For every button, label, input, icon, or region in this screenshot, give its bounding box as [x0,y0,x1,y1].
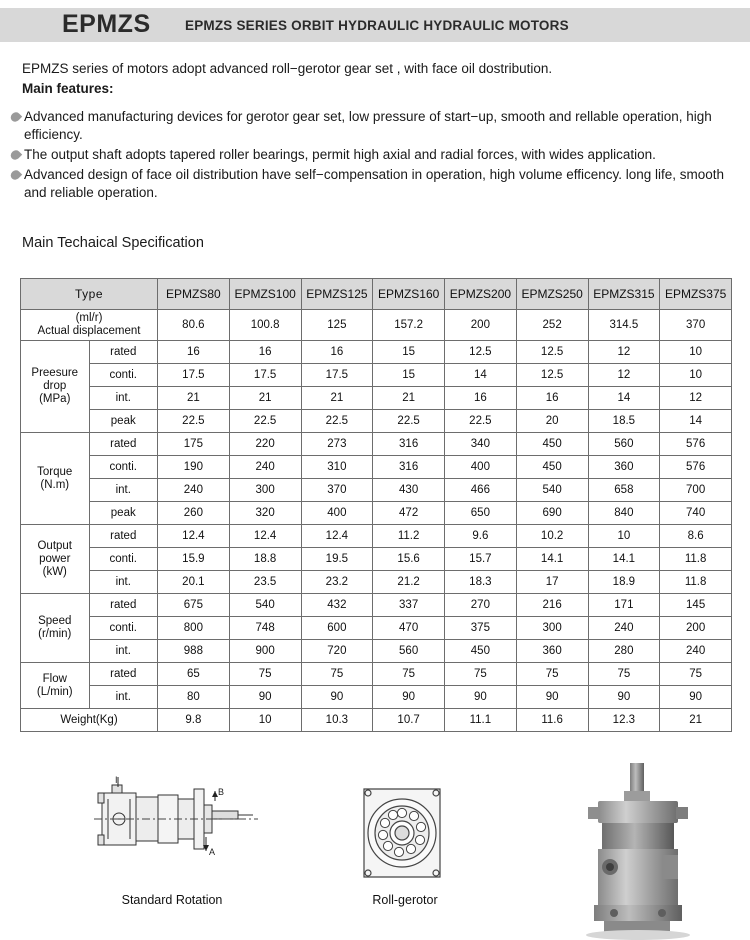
cell: 12.5 [445,341,517,364]
group-line: (N.m) [40,478,70,491]
cell: 90 [445,686,517,709]
cell: 23.5 [229,571,301,594]
row-label: int. [89,387,158,410]
group-label-speed [21,594,90,663]
group-line: drop [43,380,67,392]
cell: 20 [516,410,588,433]
cell: 90 [229,686,301,709]
cell: 14 [445,364,517,387]
cell: 280 [588,640,660,663]
cell: 337 [373,594,445,617]
cell: 12.5 [516,341,588,364]
intro-text [22,60,732,98]
cell: 16 [301,341,373,364]
cell: 700 [660,479,732,502]
intro-line-2: Main features: [22,81,114,96]
table-row [21,709,732,732]
cell: 75 [588,663,660,686]
cell: 12.4 [158,525,230,548]
cell: 17.5 [229,364,301,387]
table-row [21,548,732,571]
cell: 240 [588,617,660,640]
table-row [21,663,732,686]
table-row [21,387,732,410]
column-header: EPMZS375 [660,279,732,310]
cell: 15.6 [373,548,445,571]
cell: 720 [301,640,373,663]
diamond-bullet-icon [9,168,22,181]
table-row [21,571,732,594]
cell: 21.2 [373,571,445,594]
cell: 252 [516,310,588,341]
row-label: conti. [89,364,158,387]
page-title: EPMZS [62,10,151,38]
row-label: conti. [89,617,158,640]
row-label-displacement [21,310,158,341]
cell: 100.8 [229,310,301,341]
cell: 12 [588,341,660,364]
cell: 157.2 [373,310,445,341]
cell: 9.6 [445,525,517,548]
row-label: peak [89,410,158,433]
cell: 12 [588,364,660,387]
table-row [21,502,732,525]
cell: 10 [229,709,301,732]
cell: 125 [301,310,373,341]
cell: 450 [516,456,588,479]
cell: 310 [301,456,373,479]
cell: 80 [158,686,230,709]
cell: 240 [158,479,230,502]
cell: 75 [445,663,517,686]
cell: 560 [373,640,445,663]
cell: 21 [660,709,732,732]
cell: 430 [373,479,445,502]
list-item [10,166,740,202]
cell: 19.5 [301,548,373,571]
cell: 12.5 [516,364,588,387]
cell: 270 [445,594,517,617]
cell: 360 [588,456,660,479]
cell: 15 [373,341,445,364]
cell: 375 [445,617,517,640]
cell: 11.8 [660,548,732,571]
cell: 17.5 [301,364,373,387]
cell: 658 [588,479,660,502]
cell: 15.9 [158,548,230,571]
cell: 240 [229,456,301,479]
cell: 12.4 [301,525,373,548]
cell: 748 [229,617,301,640]
cell: 316 [373,456,445,479]
cell: 10.3 [301,709,373,732]
svg-text:B: B [218,787,225,797]
cell: 466 [445,479,517,502]
cell: 14.1 [516,548,588,571]
cell: 220 [229,433,301,456]
group-line: Flow [42,672,67,685]
figure-area [0,755,750,940]
cell: 21 [158,387,230,410]
group-label-pressure-drop [21,341,90,433]
cell: 10.7 [373,709,445,732]
row-label: conti. [89,456,158,479]
cell: 17 [516,571,588,594]
table-row [21,617,732,640]
cell: 22.5 [445,410,517,433]
section-title: Main Techaical Specification [22,235,204,251]
cell: 650 [445,502,517,525]
diamond-bullet-icon [9,110,22,123]
cell: 600 [301,617,373,640]
cell: 14.1 [588,548,660,571]
group-label-output-power [21,525,90,594]
cell: 90 [301,686,373,709]
feature-text: Advanced design of face oil distribution have self−compensation in operation, high volume efficency. long life, smooth and reliable operation. [24,167,725,200]
spec-table [20,278,732,732]
row-label: int. [89,640,158,663]
cell: 80.6 [158,310,230,341]
row-label: rated [89,594,158,617]
row-label: rated [89,525,158,548]
cell: 340 [445,433,517,456]
row-label: rated [89,663,158,686]
cell: 10 [588,525,660,548]
column-header: EPMZS315 [588,279,660,310]
cell: 23.2 [301,571,373,594]
feature-text: Advanced manufacturing devices for gerotor gear set, low pressure of start−up, smooth and rellable operation, high efficiency. [24,109,712,142]
cell: 22.5 [373,410,445,433]
figure-caption-standard-rotation: Standard Rotation [121,893,223,907]
cell: 10 [660,364,732,387]
table-row [21,310,732,341]
cell: 16 [516,387,588,410]
cell: 90 [660,686,732,709]
group-line: (kW) [42,565,67,578]
cell: 370 [660,310,732,341]
group-label-torque [21,433,90,525]
cell: 450 [516,433,588,456]
cell: 18.9 [588,571,660,594]
row-label: peak [89,502,158,525]
cell: 20.1 [158,571,230,594]
cell: 240 [660,640,732,663]
cell: 75 [660,663,732,686]
cell: 17.5 [158,364,230,387]
feature-list [10,108,740,204]
cell: 576 [660,456,732,479]
table-row [21,341,732,364]
cell: 216 [516,594,588,617]
cell: 11.2 [373,525,445,548]
cell: 300 [229,479,301,502]
cell: 22.5 [229,410,301,433]
cell: 11.8 [660,571,732,594]
roll-gerotor-drawing [352,783,452,883]
list-item [10,108,740,144]
cell: 90 [373,686,445,709]
cell: 400 [301,502,373,525]
cell: 988 [158,640,230,663]
row-label: rated [89,433,158,456]
cell: 14 [660,410,732,433]
cell: 75 [516,663,588,686]
cell: 175 [158,433,230,456]
cell: 190 [158,456,230,479]
cell: 90 [588,686,660,709]
cell: 16 [445,387,517,410]
cell: 12 [660,387,732,410]
cell: 18.5 [588,410,660,433]
cell: 314.5 [588,310,660,341]
cell: 9.8 [158,709,230,732]
cell: 18.3 [445,571,517,594]
cell: 360 [516,640,588,663]
list-item [10,146,740,164]
svg-text:A: A [209,847,216,857]
cell: 560 [588,433,660,456]
cell: 690 [516,502,588,525]
cell: 370 [301,479,373,502]
cell: 260 [158,502,230,525]
cell: 22.5 [301,410,373,433]
cell: 432 [301,594,373,617]
row-label: rated [89,341,158,364]
cell: 400 [445,456,517,479]
intro-line-1: EPMZS series of motors adopt advanced roll−gerotor gear set , with face oil dostribution. [22,61,553,76]
column-header: EPMZS100 [229,279,301,310]
figure-caption-roll-gerotor: Roll-gerotor [372,893,438,907]
table-row [21,456,732,479]
cell: 15.7 [445,548,517,571]
cell: 16 [158,341,230,364]
standard-rotation-drawing [88,775,263,885]
cell: 12.3 [588,709,660,732]
cell: 840 [588,502,660,525]
column-header-type: Type [21,279,158,310]
table-header-row [21,279,732,310]
cell: 200 [445,310,517,341]
cell: 21 [301,387,373,410]
cell: 470 [373,617,445,640]
cell: 320 [229,502,301,525]
table-row [21,594,732,617]
table-row [21,640,732,663]
cell: 21 [373,387,445,410]
displacement-label: Actual displacement [37,325,141,337]
cell: 21 [229,387,301,410]
group-line: (L/min) [36,685,73,698]
column-header: EPMZS160 [373,279,445,310]
cell: 75 [229,663,301,686]
cell: 22.5 [158,410,230,433]
row-label: conti. [89,548,158,571]
table-row [21,364,732,387]
displacement-unit: (ml/r) [75,312,103,324]
row-label: int. [89,686,158,709]
cell: 800 [158,617,230,640]
group-line: Preesure [31,367,79,379]
group-label-flow [21,663,90,709]
table-row [21,686,732,709]
cell: 675 [158,594,230,617]
cell: 15 [373,364,445,387]
cell: 171 [588,594,660,617]
group-line: power [39,552,71,565]
cell: 90 [516,686,588,709]
group-line: (MPa) [39,393,71,405]
cell: 75 [301,663,373,686]
row-label: int. [89,479,158,502]
cell: 300 [516,617,588,640]
diamond-bullet-icon [9,148,22,161]
column-header: EPMZS200 [445,279,517,310]
page-subtitle: EPMZS SERIES ORBIT HYDRAULIC HYDRAULIC MOTORS [185,18,569,33]
cell: 11.1 [445,709,517,732]
cell: 145 [660,594,732,617]
cell: 18.8 [229,548,301,571]
cell: 740 [660,502,732,525]
table-row [21,525,732,548]
group-line: Output [37,539,73,552]
page-header [0,8,750,42]
group-line: Speed [38,615,72,627]
table-row [21,479,732,502]
feature-text: The output shaft adopts tapered roller bearings, permit high axial and radial forces, with wides application. [24,147,656,162]
group-line: Torque [37,465,73,478]
cell: 14 [588,387,660,410]
cell: 11.6 [516,709,588,732]
cell: 65 [158,663,230,686]
column-header: EPMZS80 [158,279,230,310]
spec-table-wrapper [20,278,732,732]
cell: 576 [660,433,732,456]
cell: 450 [445,640,517,663]
table-row [21,410,732,433]
cell: 900 [229,640,301,663]
cell: 12.4 [229,525,301,548]
cell: 540 [229,594,301,617]
cell: 540 [516,479,588,502]
cell: 10.2 [516,525,588,548]
motor-photo [558,755,728,940]
column-header: EPMZS250 [516,279,588,310]
cell: 10 [660,341,732,364]
row-label-weight: Weight(Kg) [21,709,158,732]
cell: 8.6 [660,525,732,548]
cell: 316 [373,433,445,456]
table-row [21,433,732,456]
svg-text:I: I [115,775,118,785]
cell: 273 [301,433,373,456]
group-line: (r/min) [38,628,72,640]
column-header: EPMZS125 [301,279,373,310]
row-label: int. [89,571,158,594]
cell: 75 [373,663,445,686]
cell: 16 [229,341,301,364]
cell: 472 [373,502,445,525]
cell: 200 [660,617,732,640]
